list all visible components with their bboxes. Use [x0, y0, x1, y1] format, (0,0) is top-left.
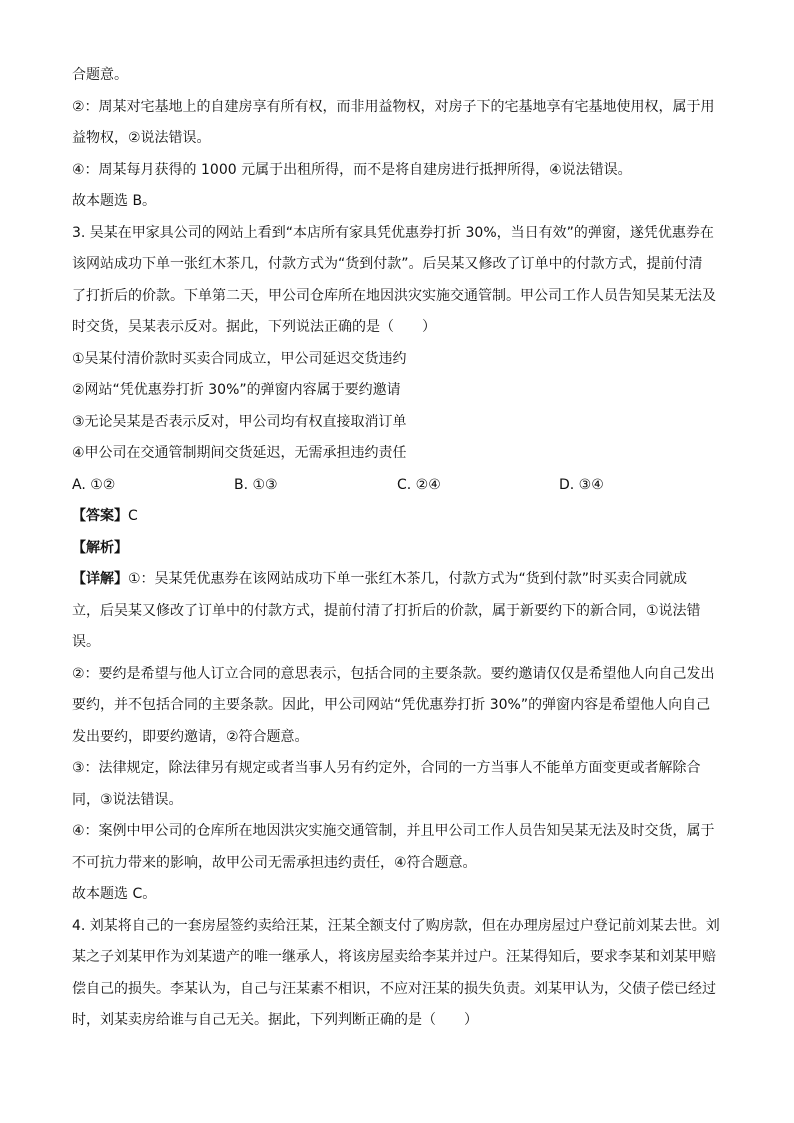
options-row: [72, 474, 732, 496]
option-a: A. ①②: [72, 477, 116, 493]
option-c: C. ②④: [397, 477, 441, 493]
text-line: 益物权，②说法错误。: [72, 130, 211, 146]
analysis-tag: 【解析】: [72, 540, 128, 556]
text-line: 故本题选 B。: [72, 193, 157, 209]
text-line: 合题意。: [72, 67, 128, 83]
text-line: 故本题选 C。: [72, 886, 157, 902]
answer-line: [72, 505, 732, 527]
detail-text: ①：吴某凭优惠券在该网站成功下单一张红木茶几，付款方式为“货到付款”时买卖合同就成: [128, 571, 688, 587]
question-3-stem: 3. 吴某在甲家具公司的网站上看到“本店所有家具凭优惠券打折 30%，当日有效”的弹窗，遂凭优惠券在: [72, 225, 714, 241]
text-line: ③：法律规定，除法律另有规定或者当事人另有约定外，合同的一方当事人不能单方面变更或者解除合: [72, 760, 701, 776]
text-line: 同，③说法错误。: [72, 792, 183, 808]
text-line: ④：周某每月获得的 1000 元属于出租所得，而不是将自建房进行抵押所得，④说法错误。: [72, 162, 632, 178]
question-4-stem: 4. 刘某将自己的一套房屋签约卖给汪某，汪某全额支付了购房款，但在办理房屋过户登记前刘某去世。刘: [72, 918, 720, 934]
text-line: 立，后吴某又修改了订单中的付款方式，提前付清了打折后的价款，属于新要约下的新合同，①说法错: [72, 603, 701, 619]
statement-1: ①吴某付清价款时买卖合同成立，甲公司延迟交货违约: [72, 351, 407, 367]
detail-line: [72, 568, 732, 590]
option-b: B. ①③: [234, 477, 278, 493]
text-line: ④：案例中甲公司的仓库所在地因洪灾实施交通管制，并且甲公司工作人员告知吴某无法及时交货，属于: [72, 823, 715, 839]
question-4-stem: 偿自己的损失。李某认为，自己与汪某素不相识，不应对汪某的损失负责。刘某甲认为，父债子偿已经过: [72, 981, 716, 997]
question-4-stem: 时，刘某卖房给谁与自己无关。据此，下列判断正确的是（ ）: [72, 1012, 478, 1028]
answer-tag: 【答案】: [72, 508, 128, 524]
text-line: ②：周某对宅基地上的自建房享有所有权，而非用益物权，对房子下的宅基地享有宅基地使用权，属于用: [72, 99, 715, 115]
statement-2: ②网站“凭优惠券打折 30%”的弹窗内容属于要约邀请: [72, 382, 401, 398]
text-line: 发出要约，即要约邀请，②符合题意。: [72, 729, 309, 745]
text-line: 误。: [72, 634, 100, 650]
statement-4: ④甲公司在交通管制期间交货延迟，无需承担违约责任: [72, 445, 407, 461]
text-line: 要约，并不包括合同的主要条款。因此，甲公司网站“凭优惠券打折 30%”的弹窗内容是希望他人向自己: [72, 697, 711, 713]
question-3-stem: 了打折后的价款。下单第二天，甲公司仓库所在地因洪灾实施交通管制。甲公司工作人员告知吴某无法及: [72, 288, 716, 304]
text-line: ②：要约是希望与他人订立合同的意思表示，包括合同的主要条款。要约邀请仅仅是希望他人向自己发出: [72, 666, 715, 682]
option-d: D. ③④: [559, 477, 604, 493]
answer-value: C: [128, 508, 138, 524]
question-3-stem: 该网站成功下单一张红木茶几，付款方式为“货到付款”。后吴某又修改了订单中的付款方式，提前付清: [72, 256, 703, 272]
text-line: 不可抗力带来的影响，故甲公司无需承担违约责任，④符合题意。: [72, 855, 477, 871]
question-4-stem: 某之子刘某甲作为刘某遗产的唯一继承人，将该房屋卖给李某并过户。汪某得知后，要求李某和刘某甲赔: [72, 949, 716, 965]
statement-3: ③无论吴某是否表示反对，甲公司均有权直接取消订单: [72, 414, 407, 430]
detail-tag: 【详解】: [72, 571, 128, 587]
question-3-stem: 时交货，吴某表示反对。据此，下列说法正确的是（ ）: [72, 319, 436, 335]
